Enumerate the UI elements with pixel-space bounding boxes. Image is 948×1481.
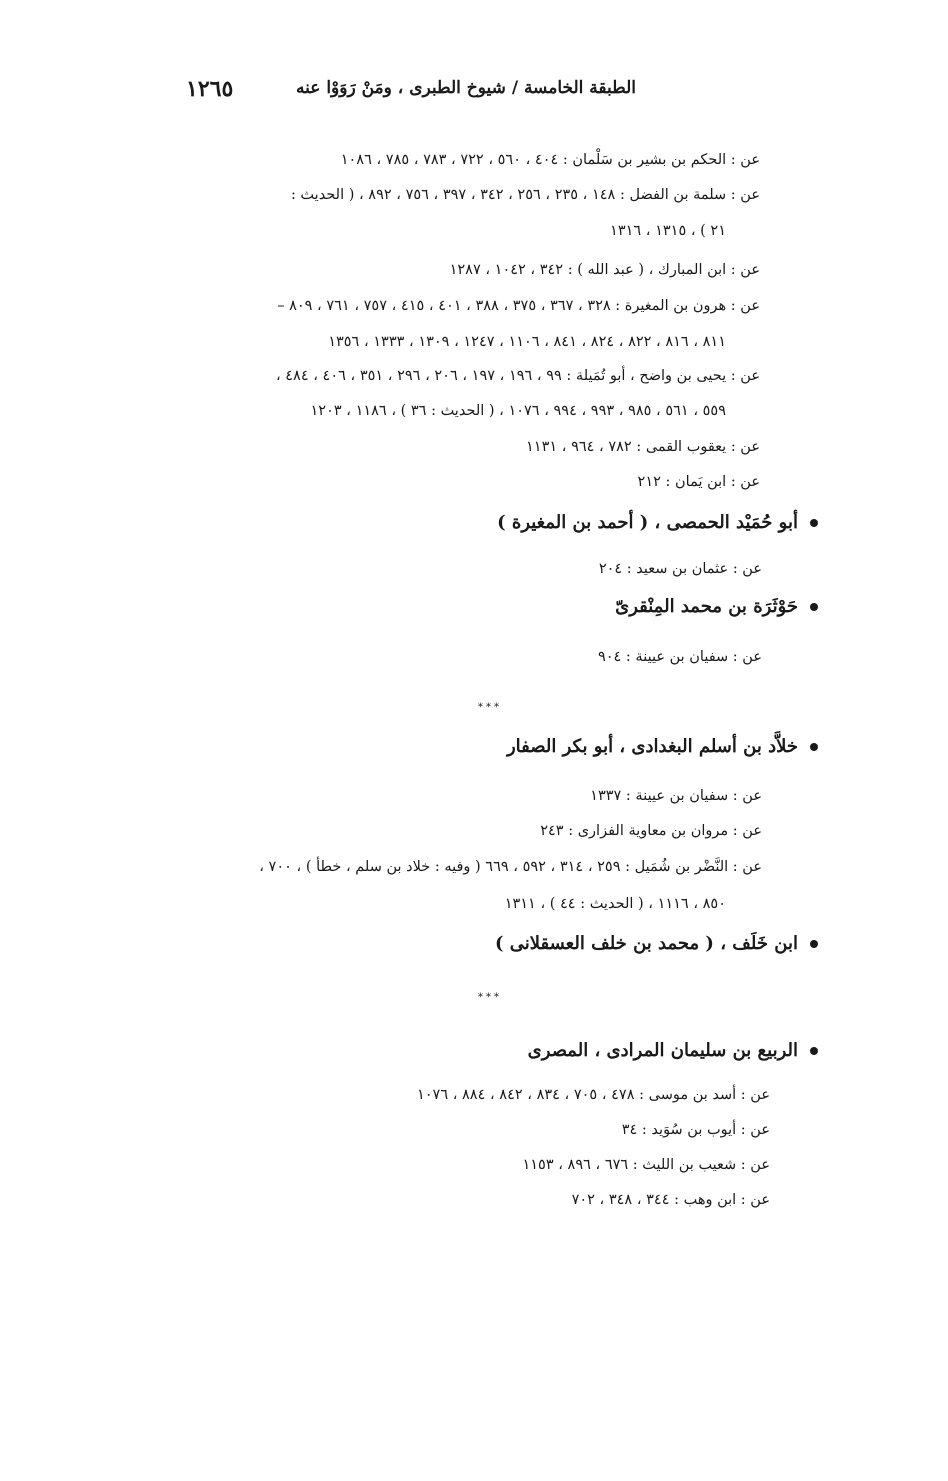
narrator-name: خلاَّد بن أسلم البغدادى ، أبو بكر الصفار bbox=[506, 736, 798, 757]
entry-line: عن : يعقوب القمى : ٧٨٢ ، ٩٦٤ ، ١١٣١ bbox=[526, 439, 760, 455]
entry-line: عن : النَّضْر بن شُمَيل : ٢٥٩ ، ٣١٤ ، ٥٩٢ ، ٦٦٩ ( وفيه : خلاد بن سلم ، خطأ ) ، ٧٠٠ ، bbox=[259, 859, 762, 875]
entry-line: عن : ابن وهب : ٣٤٤ ، ٣٤٨ ، ٧٠٢ bbox=[571, 1192, 770, 1208]
bullet-icon bbox=[810, 519, 818, 527]
entry-line: عن : أيوب بن سُوَيد : ٣٤ bbox=[621, 1122, 770, 1138]
section-separator: *** bbox=[478, 992, 502, 1003]
section-separator: *** bbox=[478, 702, 502, 713]
narrator-heading bbox=[497, 512, 818, 534]
entry-line: عن : مروان بن معاوية الفزارى : ٢٤٣ bbox=[540, 823, 762, 839]
running-title: الطبقة الخامسة / شيوخ الطبرى ، ومَنْ رَوَوْا عنه bbox=[296, 78, 636, 98]
entry-line-continued: ٨١١ ، ٨١٦ ، ٨٢٢ ، ٨٢٤ ، ٨٤١ ، ١١٠٦ ، ١٢٤٧ ، ١٣٠٩ ، ١٣٣٣ ، ١٣٥٦ bbox=[328, 334, 726, 350]
bullet-icon bbox=[810, 743, 818, 751]
entry-line: عن : الحكم بن بشير بن سَلْمان : ٤٠٤ ، ٥٦٠ ، ٧٢٢ ، ٧٨٣ ، ٧٨٥ ، ١٠٨٦ bbox=[340, 152, 760, 168]
narrator-name: ابن خَلَف ، ( محمد بن خلف العسقلانى ) bbox=[494, 933, 798, 954]
entry-line: عن : عثمان بن سعيد : ٢٠٤ bbox=[598, 561, 762, 577]
narrator-heading bbox=[507, 736, 818, 758]
entry-line: عن : أسد بن موسى : ٤٧٨ ، ٧٠٥ ، ٨٣٤ ، ٨٤٢ ، ٨٨٤ ، ١٠٧٦ bbox=[416, 1087, 770, 1103]
entry-line: عن : هرون بن المغيرة : ٣٢٨ ، ٣٦٧ ، ٣٧٥ ، ٣٨٨ ، ٤٠١ ، ٤١٥ ، ٧٥٧ ، ٧٦١ ، ٨٠٩ – bbox=[277, 298, 760, 314]
narrator-name: أبو حُمَيْد الحمصى ، ( أحمد بن المغيرة ) bbox=[497, 512, 798, 533]
narrator-name: حَوْثَرَة بن محمد المِنْقرىّ bbox=[615, 596, 798, 617]
entry-line: عن : شعيب بن الليث : ٦٧٦ ، ٨٩٦ ، ١١٥٣ bbox=[522, 1157, 770, 1173]
entry-line: عن : سفيان بن عيينة : ٩٠٤ bbox=[597, 649, 762, 665]
entry-line: عن : يحيى بن واضح ، أبو تُمَيلة : ٩٩ ، ١٩٦ ، ١٩٧ ، ٢٠٦ ، ٢٩٦ ، ٣٥١ ، ٤٠٦ ، ٤٨٤ ، bbox=[275, 368, 760, 384]
page-header bbox=[0, 76, 948, 106]
entry-line-continued: ٥٥٩ ، ٥٦١ ، ٩٨٥ ، ٩٩٣ ، ٩٩٤ ، ١٠٧٦ ، ( الحديث : ٣٦ ) ، ١١٨٦ ، ١٢٠٣ bbox=[310, 403, 726, 419]
entry-line-continued: ٢١ ) ، ١٣١٥ ، ١٣١٦ bbox=[610, 223, 726, 239]
bullet-icon bbox=[810, 940, 818, 948]
entry-line-continued: ٨٥٠ ، ١١١٦ ، ( الحديث : ٤٤ ) ، ١٣١١ bbox=[504, 896, 726, 912]
narrator-heading bbox=[615, 596, 818, 618]
entry-line: عن : سلمة بن الفضل : ١٤٨ ، ٢٣٥ ، ٢٥٦ ، ٣٤٢ ، ٣٩٧ ، ٧٥٦ ، ٨٩٢ ، ( الحديث : bbox=[290, 187, 760, 203]
entry-line: عن : سفيان بن عيينة : ١٣٣٧ bbox=[590, 788, 762, 804]
narrator-heading bbox=[495, 933, 818, 955]
narrator-heading bbox=[528, 1040, 818, 1062]
bullet-icon bbox=[810, 603, 818, 611]
entry-line: عن : ابن المبارك ، ( عبد الله ) : ٣٤٢ ، ١٠٤٢ ، ١٢٨٧ bbox=[449, 262, 760, 278]
bullet-icon bbox=[810, 1047, 818, 1055]
page-number: ١٢٦٥ bbox=[186, 76, 234, 102]
narrator-name: الربيع بن سليمان المرادى ، المصرى bbox=[527, 1040, 798, 1061]
entry-line: عن : ابن يَمان : ٢١٢ bbox=[637, 474, 760, 490]
